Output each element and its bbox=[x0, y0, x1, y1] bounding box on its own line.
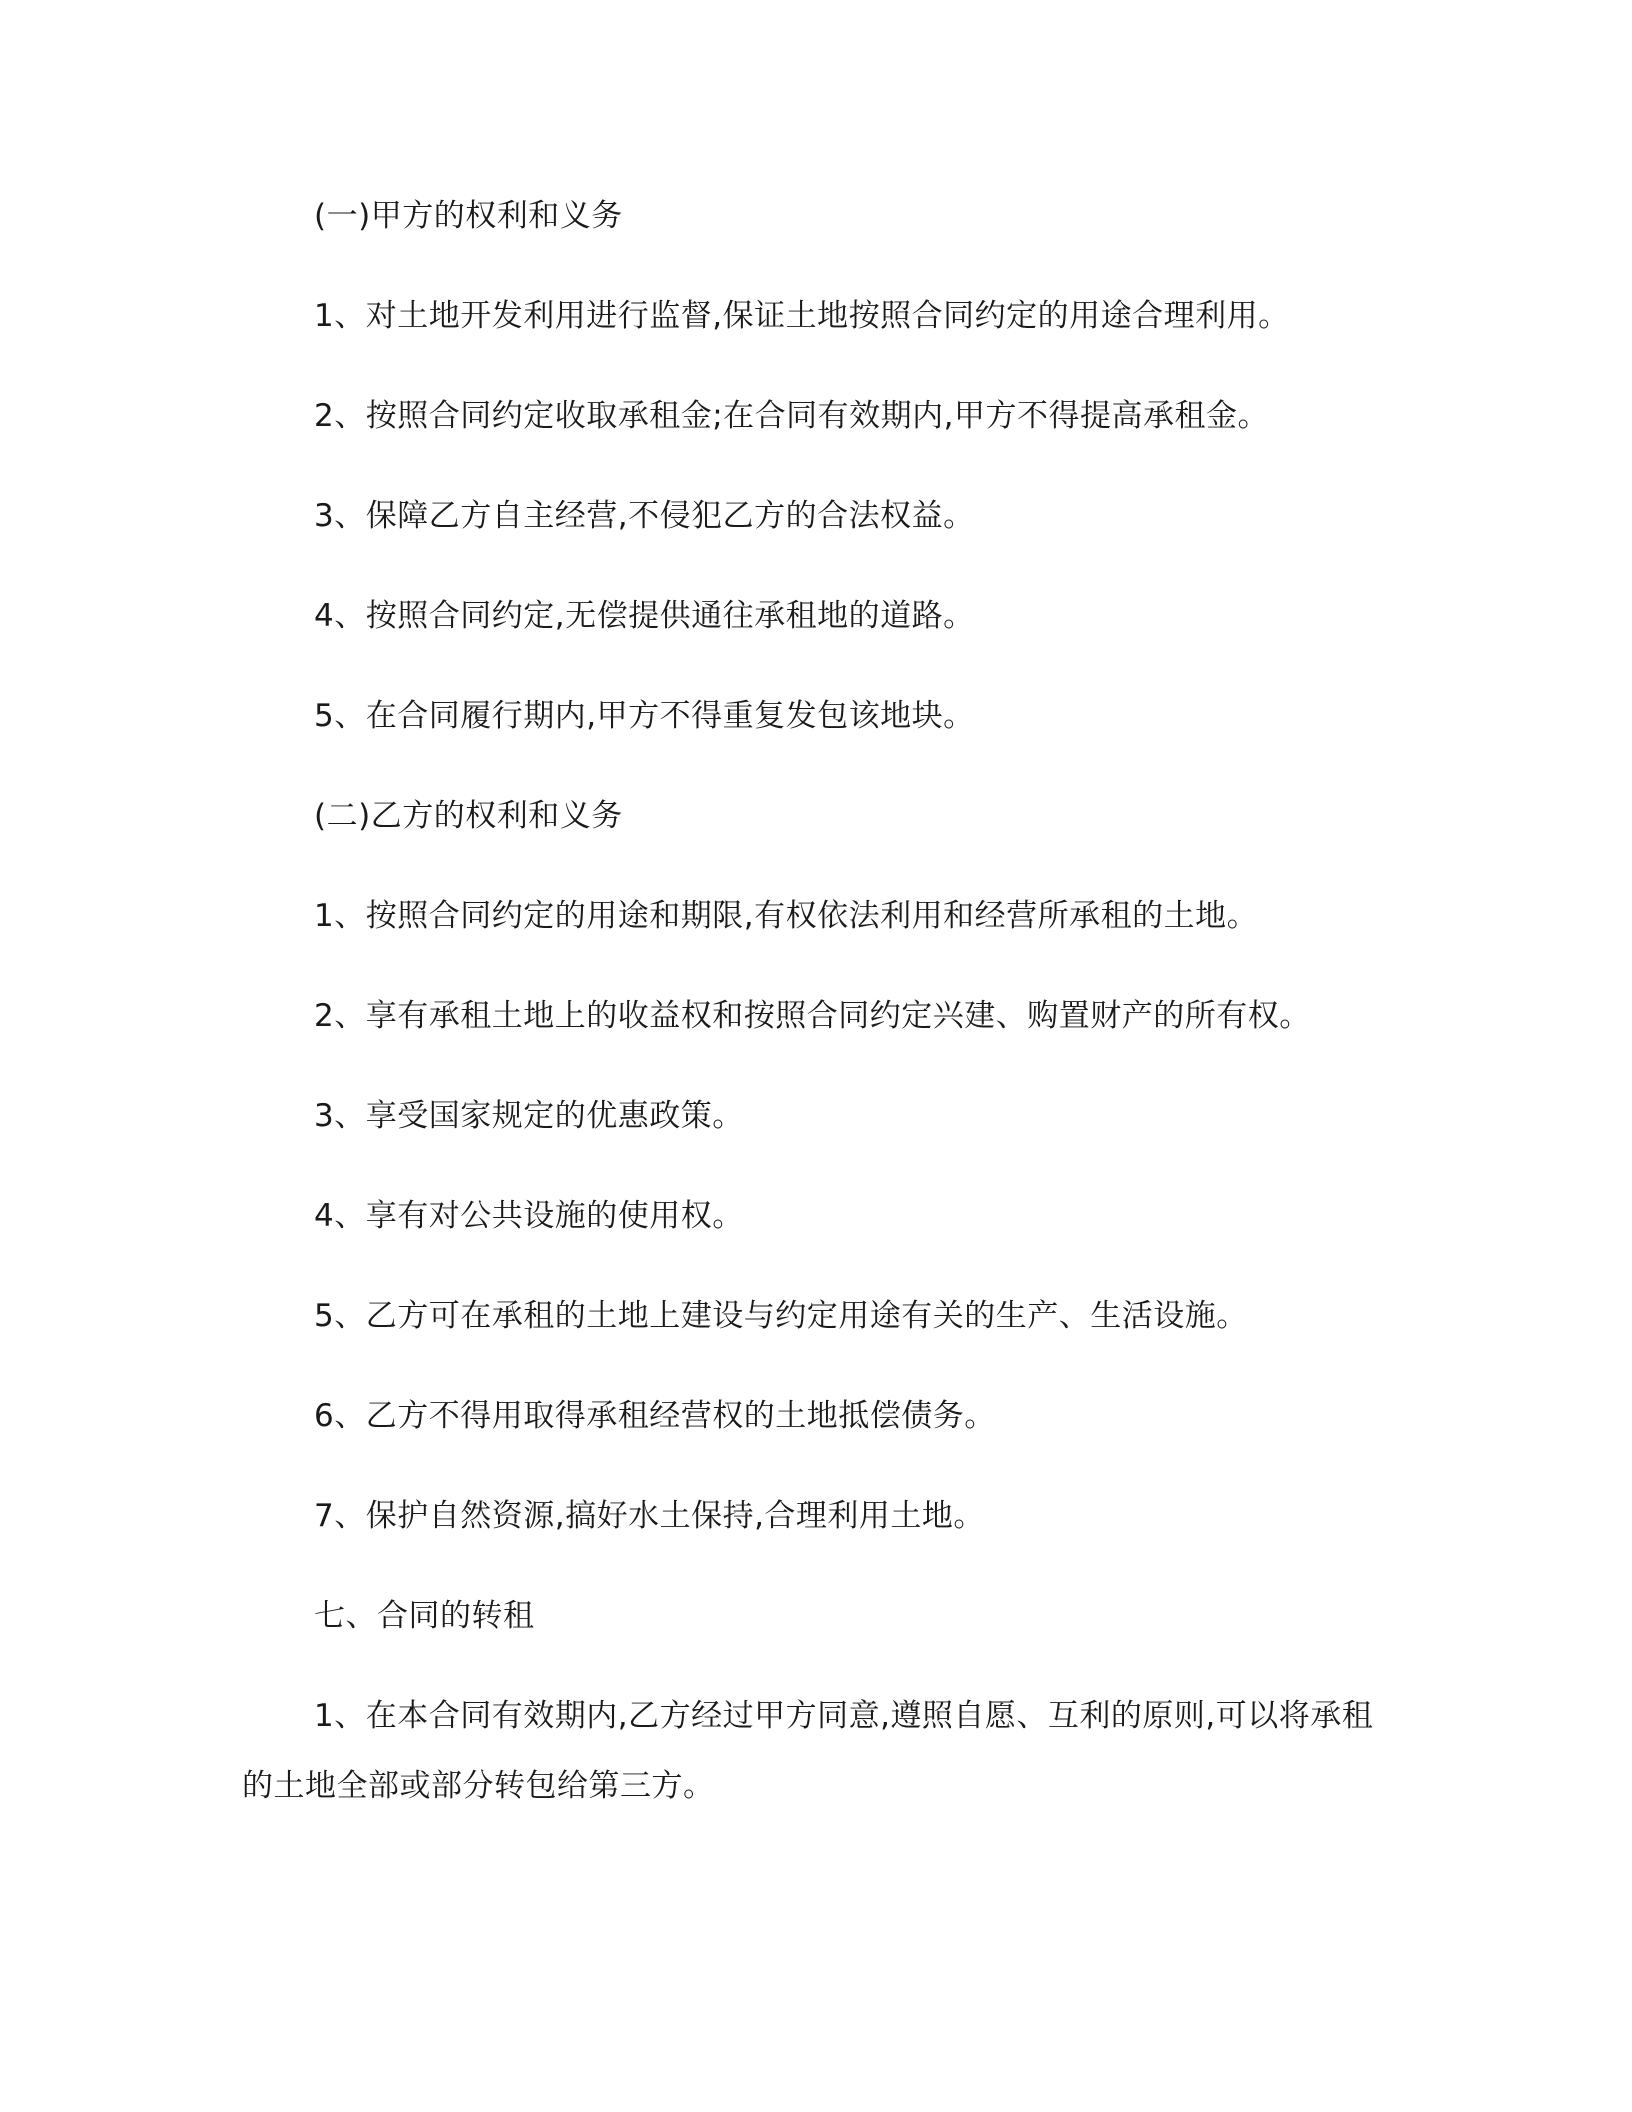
paragraph: 1、按照合同约定的用途和期限,有权依法利用和经营所承租的土地。 bbox=[314, 898, 1259, 934]
paragraph: 3、享受国家规定的优惠政策。 bbox=[314, 1098, 744, 1134]
section-heading-party-b: (二)乙方的权利和义务 bbox=[314, 798, 623, 834]
paragraph: 1、对土地开发利用进行监督,保证土地按照合同约定的用途合理利用。 bbox=[314, 298, 1290, 334]
paragraph: 4、享有对公共设施的使用权。 bbox=[314, 1198, 744, 1234]
paragraph: 5、在合同履行期内,甲方不得重复发包该地块。 bbox=[314, 698, 975, 734]
paragraph: 2、享有承租土地上的收益权和按照合同约定兴建、购置财产的所有权。 bbox=[314, 998, 1311, 1034]
paragraph: 7、保护自然资源,搞好水土保持,合理利用土地。 bbox=[314, 1498, 985, 1534]
paragraph: 3、保障乙方自主经营,不侵犯乙方的合法权益。 bbox=[314, 498, 975, 534]
section-heading-party-a: (一)甲方的权利和义务 bbox=[314, 198, 623, 234]
paragraph: 5、乙方可在承租的土地上建设与约定用途有关的生产、生活设施。 bbox=[314, 1298, 1248, 1334]
paragraph: 6、乙方不得用取得承租经营权的土地抵偿债务。 bbox=[314, 1398, 996, 1434]
paragraph: 4、按照合同约定,无偿提供通往承租地的道路。 bbox=[314, 598, 975, 634]
paragraph: 2、按照合同约定收取承租金;在合同有效期内,甲方不得提高承租金。 bbox=[314, 398, 1270, 434]
section-heading-sublease: 七、合同的转租 bbox=[314, 1598, 535, 1634]
paragraph: 1、在本合同有效期内,乙方经过甲方同意,遵照自愿、互利的原则,可以将承租的土地全部或部分转包给第三方。 bbox=[242, 1698, 1374, 1804]
